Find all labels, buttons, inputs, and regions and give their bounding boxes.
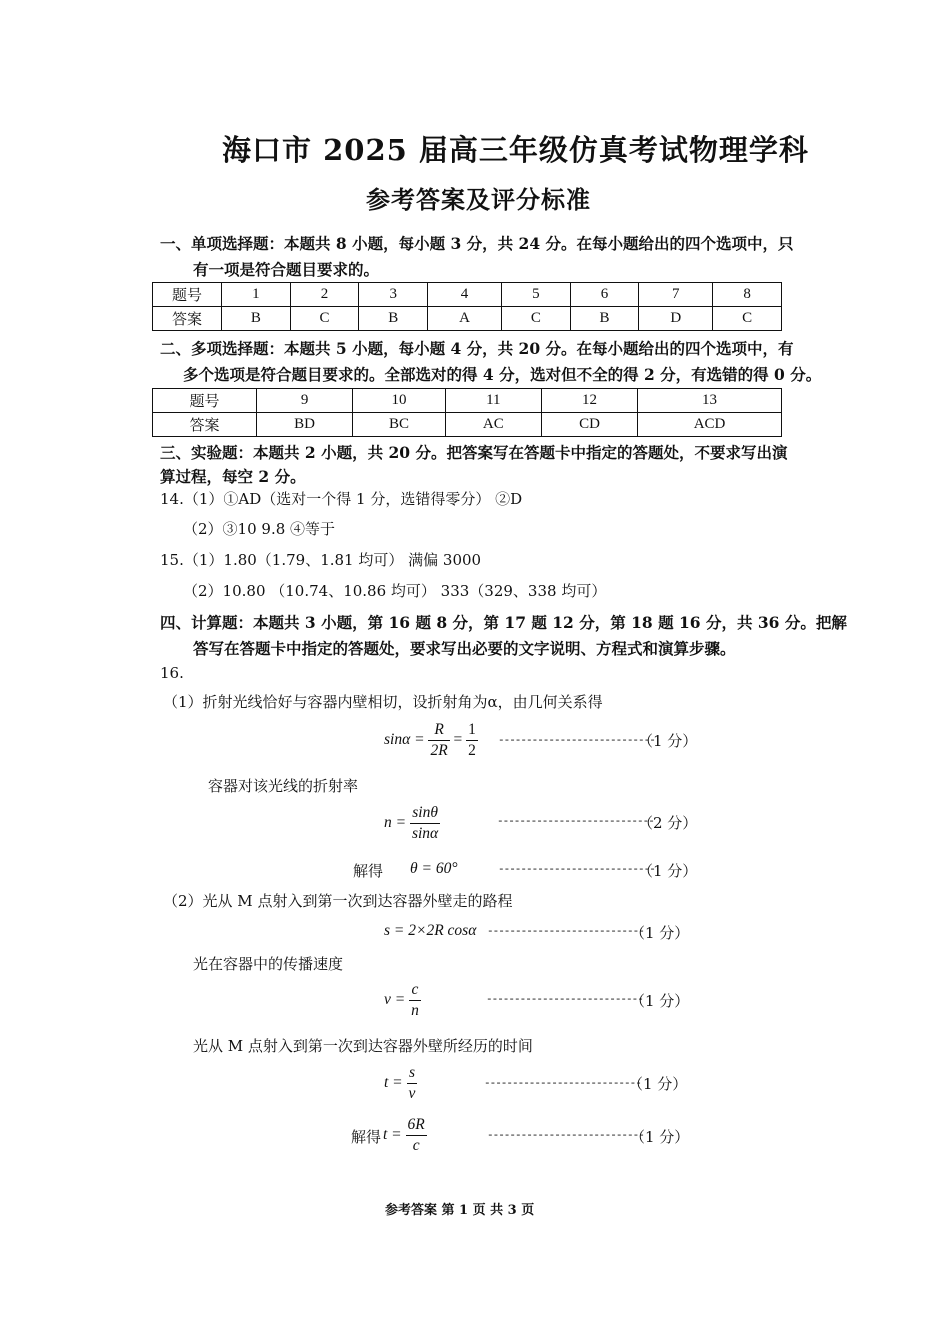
page-footer: 参考答案 第 1 页 共 3 页 <box>385 1203 535 1218</box>
table-cell: ACD <box>638 413 782 437</box>
table-cell: 7 <box>639 283 713 307</box>
score-leader: ---------------------------- <box>484 1078 641 1090</box>
score-label: （1 分） <box>630 992 690 1010</box>
table-cell: B <box>222 307 291 331</box>
table-cell: 6 <box>570 283 639 307</box>
numerator: c <box>409 980 421 1001</box>
table-cell: 2 <box>290 283 359 307</box>
score-label: （1 分） <box>638 732 698 750</box>
fraction <box>410 803 440 844</box>
section4-heading-cont: 答写在答题卡中指定的答题处，要求写出必要的文字说明、方程式和演算步骤。 <box>193 639 736 658</box>
q15-line2: （2）10.80 （10.74、10.86 均可） 333（329、338 均可） <box>183 582 607 600</box>
table-cell: C <box>713 307 782 331</box>
score-leader: ---------------------------- <box>487 926 644 938</box>
table-row-answers <box>153 307 782 331</box>
table-cell: 12 <box>541 389 637 413</box>
part2-text: （2）光从 M 点射入到第一次到达容器外壁走的路程 <box>163 892 513 910</box>
equation-theta: θ = 60° <box>410 860 458 877</box>
section1-answer-table <box>152 282 782 331</box>
fraction <box>466 720 478 761</box>
table-cell: C <box>501 307 570 331</box>
equation-path: s = 2×2R cosα <box>384 922 477 939</box>
section1-heading: 一、单项选择题：本题共 8 小题，每小题 3 分，共 24 分。在每小题给出的四个选项中，只 <box>160 234 794 253</box>
part1-text2: 容器对该光线的折射率 <box>208 777 359 795</box>
section4-heading: 四、计算题：本题共 3 小题，第 16 题 8 分，第 17 题 12 分，第 18 题 16 分，共 36 分。把解 <box>160 613 847 632</box>
equation-sin-alpha <box>384 720 478 761</box>
section3-heading-cont: 算过程，每空 2 分。 <box>160 467 306 486</box>
denominator: c <box>412 1137 420 1154</box>
fraction <box>406 1115 427 1156</box>
table-cell: D <box>639 307 713 331</box>
fraction <box>407 1063 418 1104</box>
score-label: （1 分） <box>638 862 698 880</box>
table-cell: CD <box>541 413 637 437</box>
page-title: 海口市 2025 届高三年级仿真考试物理学科 <box>222 133 809 167</box>
numerator: 6R <box>406 1115 427 1136</box>
equation-speed <box>384 980 421 1021</box>
score-leader: ---------------------------- <box>498 735 655 747</box>
table-cell: 8 <box>713 283 782 307</box>
section3-heading: 三、实验题：本题共 2 小题，共 20 分。把答案写在答题卡中指定的答题处，不要求写出演 <box>160 443 788 462</box>
score-leader: ---------------------------- <box>487 1130 644 1142</box>
score-label: （2 分） <box>638 814 698 832</box>
q14-line2: （2）③10 9.8 ④等于 <box>183 520 336 538</box>
numerator: R <box>428 720 449 741</box>
table-row-questions <box>153 283 782 307</box>
denominator: n <box>411 1002 419 1019</box>
table-cell: 11 <box>445 389 541 413</box>
score-leader: ---------------------------- <box>486 994 643 1006</box>
denominator: 2R <box>430 742 448 759</box>
denominator: sinα <box>411 825 439 842</box>
eq-lhs: sinα = <box>384 731 425 749</box>
row-label: 答案 <box>153 413 257 437</box>
denominator: 2 <box>468 742 476 759</box>
section2-heading-cont: 多个选项是符合题目要求的。全部选对的得 4 分，选对但不全的得 2 分，有选错的得 0 分。 <box>183 365 822 384</box>
table-cell: 9 <box>257 389 353 413</box>
table-cell: 1 <box>222 283 291 307</box>
eq-lhs: n = <box>384 814 407 832</box>
q15-line1: 15.（1）1.80（1.79、1.81 均可） 满偏 3000 <box>160 551 482 569</box>
row-label: 题号 <box>153 283 222 307</box>
table-cell: 3 <box>359 283 428 307</box>
denominator: v <box>408 1085 416 1102</box>
row-label: 答案 <box>153 307 222 331</box>
table-cell: C <box>290 307 359 331</box>
table-row-questions <box>153 389 782 413</box>
table-cell: 13 <box>638 389 782 413</box>
eq-sign: = <box>453 731 463 749</box>
solve-prefix: 解得 <box>353 862 384 880</box>
table-cell: B <box>570 307 639 331</box>
table-cell: 4 <box>428 283 502 307</box>
table-cell: BC <box>353 413 446 437</box>
part1-text: （1）折射光线恰好与容器内壁相切，设折射角为α，由几何关系得 <box>163 693 603 711</box>
fraction <box>409 980 421 1021</box>
score-leader: ---------------------------- <box>498 864 655 876</box>
page-subtitle: 参考答案及评分标准 <box>366 185 591 214</box>
row-label: 题号 <box>153 389 257 413</box>
numerator: 1 <box>466 720 478 741</box>
table-cell: AC <box>445 413 541 437</box>
eq-lhs: t = <box>383 1126 402 1144</box>
equation-time <box>384 1063 417 1104</box>
solve-prefix: 解得 <box>351 1128 382 1146</box>
part2-text2: 光在容器中的传播速度 <box>193 955 344 973</box>
section1-heading-cont: 有一项是符合题目要求的。 <box>193 260 380 279</box>
table-cell: 5 <box>501 283 570 307</box>
table-row-answers <box>153 413 782 437</box>
q16-label: 16. <box>160 664 184 682</box>
score-label: （1 分） <box>630 924 690 942</box>
section2-answer-table <box>152 388 782 437</box>
numerator: sinθ <box>410 803 440 824</box>
table-cell: 10 <box>353 389 446 413</box>
fraction <box>428 720 449 761</box>
eq-lhs: t = <box>384 1074 403 1092</box>
table-cell: B <box>359 307 428 331</box>
equation-refractive-index <box>384 803 440 844</box>
score-label: （1 分） <box>630 1128 690 1146</box>
equation-time-result <box>383 1115 427 1156</box>
eq-lhs: v = <box>384 991 406 1009</box>
section2-heading: 二、多项选择题：本题共 5 小题，每小题 4 分，共 20 分。在每小题给出的四个选项中，有 <box>160 339 794 358</box>
table-cell: BD <box>257 413 353 437</box>
q14-line1: 14.（1）①AD（选对一个得 1 分，选错得零分） ②D <box>160 490 523 508</box>
table-cell: A <box>428 307 502 331</box>
part2-text3: 光从 M 点射入到第一次到达容器外壁所经历的时间 <box>193 1037 533 1055</box>
numerator: s <box>407 1063 418 1084</box>
score-label: （1 分） <box>628 1075 688 1093</box>
score-leader: ---------------------------- <box>497 816 654 828</box>
